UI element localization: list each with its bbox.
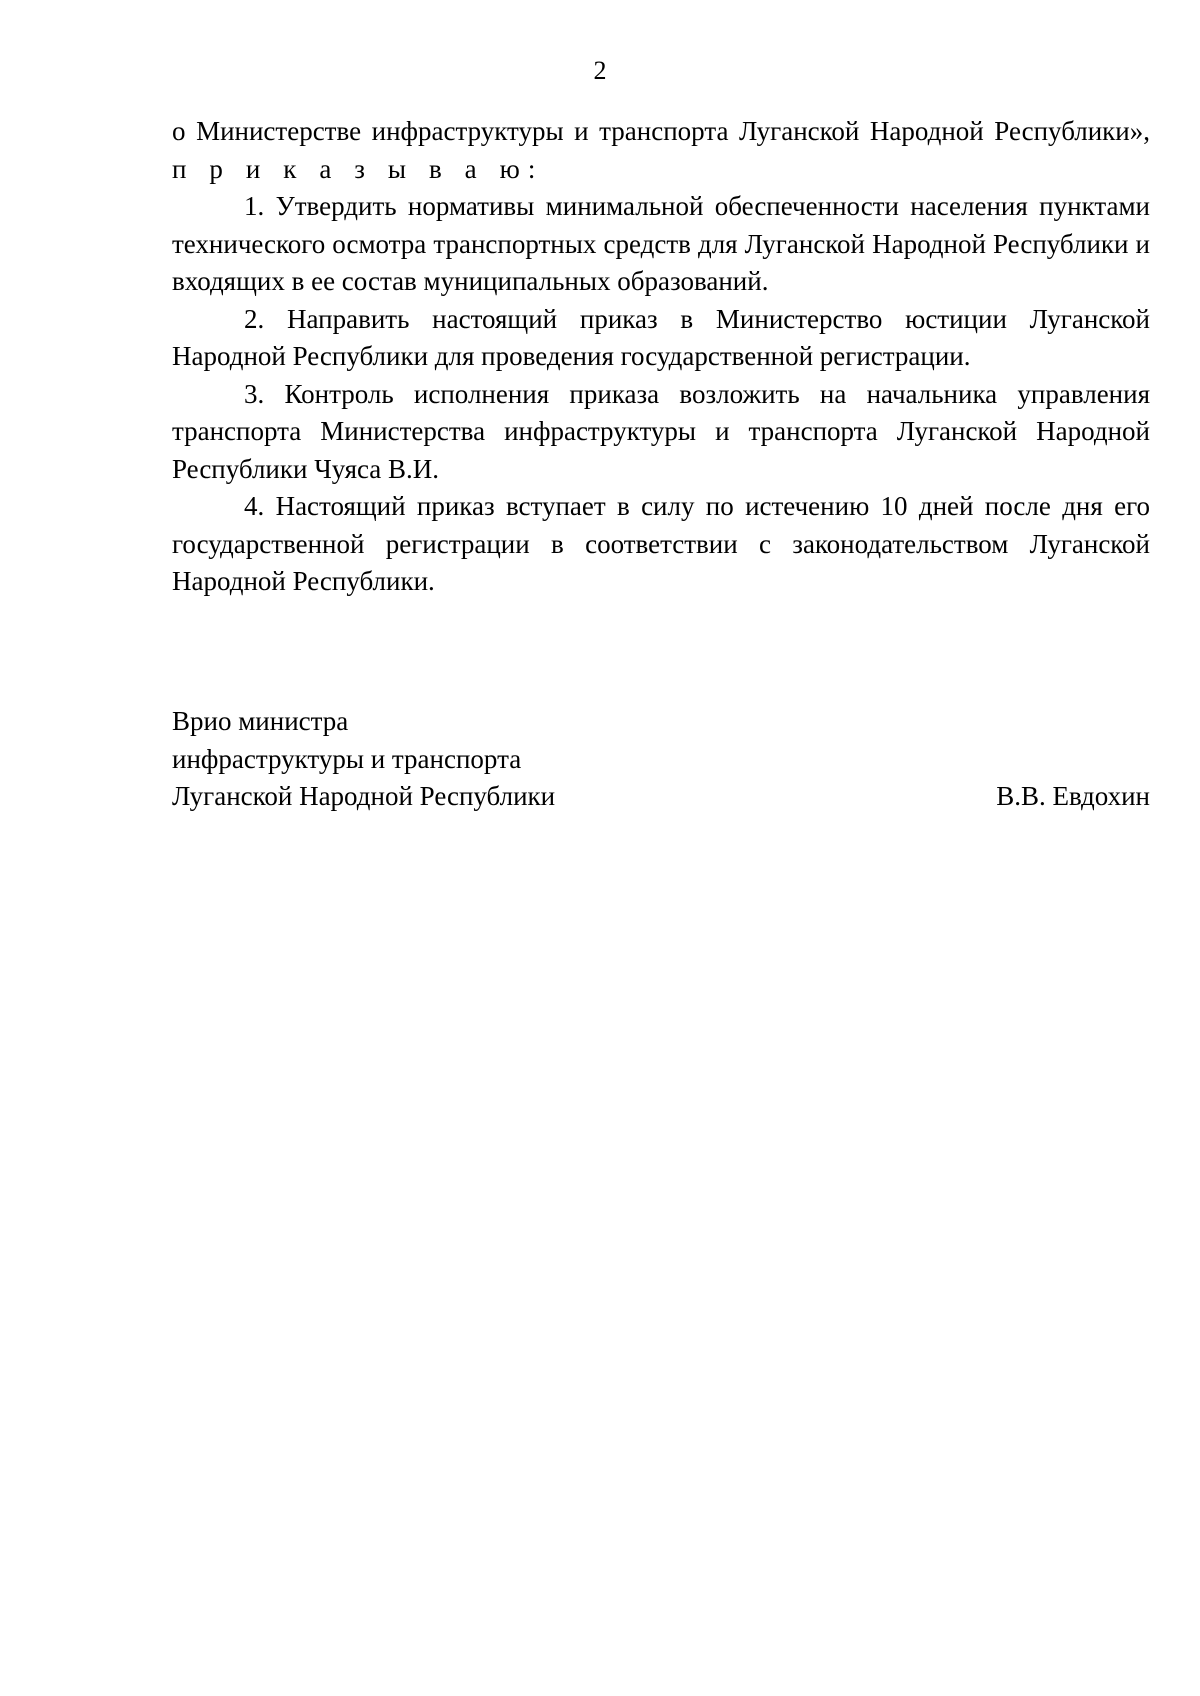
signatory-title-line-1: Врио министра [172, 706, 349, 736]
order-item-1: 1. Утвердить нормативы минимальной обеспеченности населения пунктами технического осмотра транспортных средств для Луганской Народной Республики и входящих в ее состав муниципальных образований. [172, 191, 1150, 296]
order-item-2: 2. Направить настоящий приказ в Министерство юстиции Луганской Народной Республики для проведения государственной регистрации. [172, 303, 1150, 371]
page-number: 2 [593, 56, 607, 85]
signatory-name: В.В. Евдохин [996, 781, 1150, 811]
signature-block [172, 703, 1150, 816]
intro-text: о Министерстве инфраструктуры и транспорта Луганской Народной Республики», [172, 116, 1150, 146]
order-word: п р и к а з ы в а ю: [172, 153, 544, 184]
document-body [172, 113, 1150, 601]
order-item-4: 4. Настоящий приказ вступает в силу по истечению 10 дней после дня его государственной регистрации в соответствии с законодательством Луганской Народной Республики. [172, 491, 1150, 596]
signatory-title-line-2: инфраструктуры и транспорта [172, 743, 522, 774]
order-item-3: 3. Контроль исполнения приказа возложить на начальника управления транспорта Министерства инфраструктуры и транспорта Луганской Народной Республики Чуяса В.И. [172, 378, 1150, 484]
intro-paragraph [172, 113, 1150, 188]
signature-row [172, 778, 1150, 816]
signatory-title-line-3: Луганской Народной Республики [172, 781, 556, 811]
